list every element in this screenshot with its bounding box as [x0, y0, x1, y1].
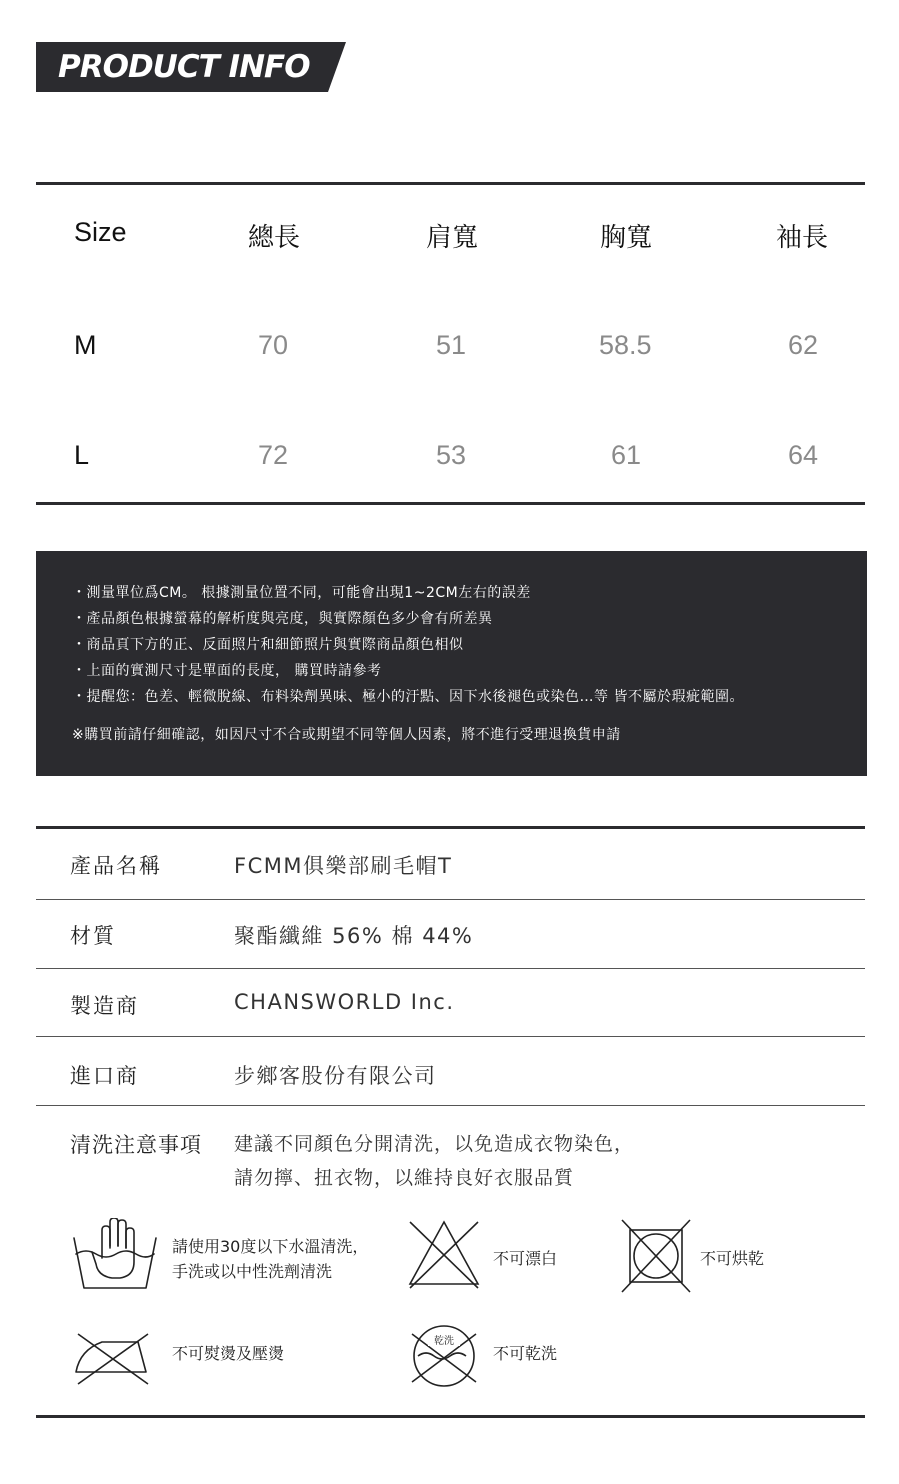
- care-line-2: 請勿擰、扭衣物，以維持良好衣服品質: [234, 1167, 575, 1189]
- maker-label: 製造商: [70, 994, 139, 1018]
- divider: [36, 1105, 865, 1106]
- dry-clean-badge: 乾洗: [434, 1336, 454, 1347]
- l-chest-value: 61: [611, 440, 642, 470]
- material-label: 材質: [70, 924, 116, 948]
- no-iron-text: 不可熨燙及壓燙: [172, 1344, 285, 1363]
- length-header: 總長: [248, 223, 301, 253]
- notice-line-3: ・商品頁下方的正、反面照片和細節照片與實際商品顏色相似: [72, 637, 464, 653]
- l-sleeve-value: 64: [788, 440, 819, 470]
- no-bleach-text: 不可漂白: [493, 1249, 558, 1268]
- divider: [36, 899, 865, 900]
- m-shoulder-value: 51: [436, 330, 467, 360]
- material-value: 聚酯纖維 56% 棉 44%: [234, 924, 474, 948]
- no-dry-clean-text: 不可乾洗: [493, 1344, 558, 1363]
- no-iron-icon: [72, 1330, 152, 1386]
- hand-wash-icon: [72, 1218, 158, 1292]
- importer-label: 進口商: [70, 1064, 139, 1088]
- table-row: [36, 440, 865, 480]
- shoulder-header: 肩寬: [426, 223, 479, 253]
- size-l-label: L: [74, 440, 90, 470]
- size-header: Size: [74, 217, 127, 247]
- m-chest-value: 58.5: [599, 330, 652, 360]
- size-table-bottom-rule: [36, 502, 865, 505]
- m-length-value: 70: [258, 330, 289, 360]
- hand-wash-text-2: 手洗或以中性洗劑清洗: [172, 1262, 333, 1281]
- product-name-label: 產品名稱: [70, 854, 162, 878]
- l-shoulder-value: 53: [436, 440, 467, 470]
- maker-value: CHANSWORLD Inc.: [234, 990, 455, 1014]
- notice-line-5: ・提醒您：色差、輕微脫線、布料染劑異味、極小的汙點、因下水後褪色或染色…等 皆不屬於瑕疵範圍。: [72, 689, 744, 705]
- chest-header: 胸寬: [600, 223, 653, 253]
- notice-line-4: ・上面的實測尺寸是單面的長度， 購買時請參考: [72, 663, 382, 679]
- divider: [36, 968, 865, 969]
- product-name-value: FCMM俱樂部刷毛帽T: [234, 854, 453, 878]
- info-table-top-rule: [36, 826, 865, 829]
- sleeve-header: 袖長: [776, 223, 829, 253]
- no-bleach-icon: [406, 1218, 482, 1290]
- l-length-value: 72: [258, 440, 289, 470]
- size-table-top-rule: [36, 182, 865, 185]
- size-m-label: M: [74, 330, 97, 360]
- m-sleeve-value: 62: [788, 330, 819, 360]
- divider: [36, 1036, 865, 1037]
- notice-line-1: ・測量單位爲CM。 根據測量位置不同，可能會出現1~2CM左右的誤差: [72, 585, 531, 601]
- hand-wash-text-1: 請使用30度以下水溫清洗，: [172, 1237, 369, 1256]
- notice-panel: [36, 551, 867, 776]
- page-title: PRODUCT INFO: [58, 49, 310, 85]
- importer-value: 步鄉客股份有限公司: [234, 1064, 437, 1088]
- no-tumble-dry-icon: [620, 1218, 692, 1294]
- care-line-1: 建議不同顏色分開清洗，以免造成衣物染色，: [234, 1133, 635, 1155]
- notice-line-2: ・產品顏色根據螢幕的解析度與亮度，與實際顏色多少會有所差異: [72, 611, 493, 627]
- table-row: [36, 330, 865, 370]
- care-label: 清洗注意事項: [70, 1133, 202, 1157]
- info-table-bottom-rule: [36, 1415, 865, 1418]
- notice-warning: ※購買前請仔細確認，如因尺寸不合或期望不同等個人因素，將不進行受理退換貨申請: [72, 727, 621, 743]
- no-tumble-dry-text: 不可烘乾: [700, 1249, 765, 1268]
- size-table-header: [36, 217, 865, 257]
